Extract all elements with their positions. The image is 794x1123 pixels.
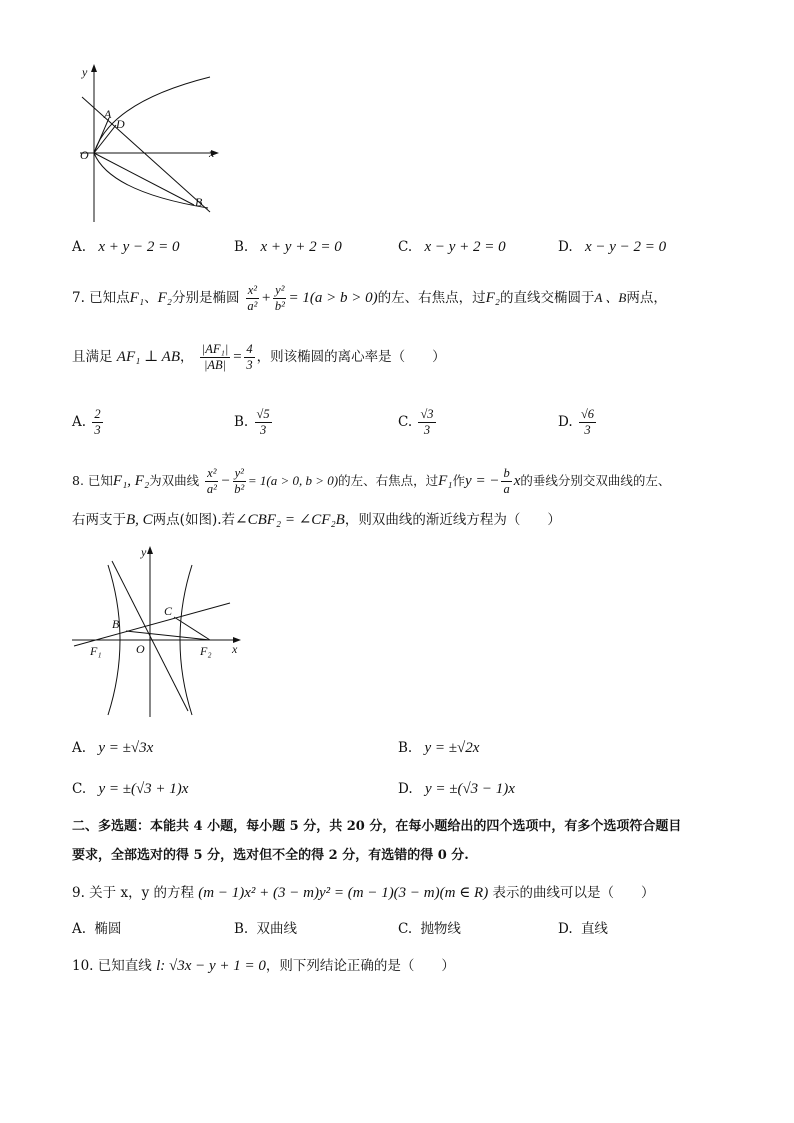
q8-text: 作 (452, 473, 466, 488)
segment-ob (94, 153, 194, 205)
option-text: 双曲线 (256, 921, 298, 937)
q7-option-b (234, 407, 274, 438)
q8-f1: F₁ (438, 473, 453, 489)
q8-text: 右两支于 (72, 512, 126, 528)
q7-ratio-value (244, 342, 254, 373)
label-c: C (164, 604, 173, 618)
q8-bc: B, C (126, 512, 153, 528)
label-b: B (112, 617, 120, 631)
label-x: x (232, 642, 238, 656)
q6-option-c (398, 237, 506, 257)
q7-frac-y (273, 283, 286, 314)
q7-text: 且满足 (72, 349, 113, 365)
option-letter: A. (72, 239, 87, 255)
q8-text: 8. 已知 (72, 473, 113, 488)
label-o: O (136, 642, 145, 656)
frac-num: √3 (420, 407, 434, 421)
frac-num: b (503, 466, 510, 480)
label-b: B (195, 195, 203, 209)
option-letter: C. (398, 414, 413, 430)
option-letter: B. (234, 921, 249, 937)
q7-text: 的左、右焦点，过 (377, 290, 486, 306)
segment-od (94, 125, 116, 153)
q9-text: 9. 关于 x，y 的方程 (72, 885, 194, 901)
q7-ratio (200, 342, 231, 373)
q7-frac-x (246, 283, 259, 314)
frac-num: |AF₁| (201, 342, 229, 356)
option-letter: B. (234, 414, 249, 430)
frac-den: 3 (423, 423, 431, 437)
q6-option-d (558, 237, 666, 257)
q7-f2: F₂ (485, 290, 500, 306)
q7-perp: AF₁ ⊥ AB (116, 349, 180, 365)
frac-den: b² (234, 482, 245, 496)
frac-den: 3 (584, 423, 591, 437)
frac-num: √6 (580, 407, 595, 421)
label-f2: F₂ (200, 644, 212, 658)
q8-stem-line2 (72, 510, 561, 530)
q8-foci: F₁, F₂ (112, 473, 150, 489)
label-d: D (116, 117, 125, 131)
figure-hyperbola-diagram (70, 543, 250, 721)
q7-text: 分别是椭圆 (171, 290, 240, 306)
frac-num: x² (247, 283, 258, 297)
label-x: x (209, 146, 215, 160)
q8-eq: = 1(a > 0, b > 0) (247, 473, 339, 488)
line-ab (82, 97, 210, 212)
label-y: y (82, 65, 88, 79)
q6-option-b (234, 237, 342, 257)
label-a: A (104, 107, 112, 121)
q7-stem-line2 (72, 342, 446, 373)
option-expr: y = ±√3x (98, 740, 154, 756)
option-letter: D. (558, 414, 573, 430)
option-text: 直线 (580, 921, 608, 937)
option-expr: y = ±√2x (424, 740, 480, 756)
option-frac (92, 407, 102, 438)
section2-line1: 二、多选题：本能共 4 小题，每小题 5 分，共 20 分，在每小题给出的四个选项中，有多个选项符合题目 (72, 819, 682, 834)
segment-oa (94, 118, 109, 153)
q7-option-c (398, 407, 438, 438)
q7-f2: F₂ (157, 290, 172, 306)
y-axis-arrow (91, 64, 97, 72)
q8-text: 的垂线分别交双曲线的左、 (520, 473, 671, 488)
q7-text: 的直线交椭圆于 (499, 290, 595, 306)
q6-option-a (72, 237, 180, 257)
option-text: 椭圆 (94, 921, 122, 937)
q8-text: 为双曲线 (149, 473, 200, 488)
q8-frac-y (233, 466, 246, 497)
option-letter: A. (72, 414, 87, 430)
q7-eq: = 1(a > b > 0) (288, 290, 378, 306)
frac-num: √5 (256, 407, 270, 421)
frac-den: 3 (259, 423, 267, 437)
q7-text: 两点， (626, 290, 667, 306)
q9-text: 表示的曲线可以是（ ） (492, 885, 655, 901)
q7-sep: 、 (144, 290, 158, 306)
q9-stem (72, 883, 655, 903)
q7-eq: = (232, 349, 243, 365)
q7-option-d (558, 407, 598, 438)
option-expr: x − y + 2 = 0 (424, 239, 506, 255)
q8-text: 两点(如图).若 (152, 512, 235, 528)
section2-line2: 要求，全部选对的得 5 分，选对但不全的得 2 分，有选错的得 0 分. (72, 848, 469, 863)
q7-f1: F₁ (129, 290, 145, 306)
option-frac (255, 407, 272, 438)
label-y: y (141, 545, 147, 559)
q7-option-a (72, 407, 105, 438)
q8-stem-line1 (72, 466, 670, 497)
q9-option-a (72, 919, 121, 939)
figure-parabola-diagram (70, 62, 230, 227)
q8-line-eq: y = − (465, 473, 500, 489)
q8-option-b (398, 738, 479, 758)
q9-option-b (234, 919, 297, 939)
q7-comma: ， (180, 349, 194, 365)
q8-minus: − (220, 473, 231, 489)
q7-text: 7. 已知点 (72, 290, 130, 306)
parabola-curve (94, 77, 210, 208)
q10-equation: l: √3x − y + 1 = 0 (156, 958, 266, 974)
q7-plus: + (261, 290, 272, 306)
option-letter: C. (398, 921, 413, 937)
frac-num: x² (207, 466, 217, 480)
q8-angle: ∠CBF₂ = ∠CF₂B (235, 512, 345, 528)
frac-den: a (503, 482, 510, 496)
q8-option-c (72, 779, 188, 799)
frac-den: 3 (246, 358, 253, 372)
q8-x: x (513, 473, 521, 489)
q10-text: ，则下列结论正确的是（ ） (265, 958, 455, 974)
option-letter: B. (234, 239, 249, 255)
q8-text: 的左、右焦点，过 (338, 473, 439, 488)
q8-option-d (398, 779, 515, 799)
option-letter: C. (72, 781, 87, 797)
q9-equation: (m − 1)x² + (3 − m)y² = (m − 1)(3 − m)(m ∈ R) (198, 885, 489, 901)
option-expr: y = ±(√3 − 1)x (424, 781, 515, 797)
y-axis-arrow (147, 546, 153, 554)
option-letter: A. (72, 921, 87, 937)
q8-text: ，则双曲线的渐近线方程为（ ） (344, 512, 561, 528)
frac-num: y² (234, 466, 244, 480)
q8-frac-ba (501, 466, 511, 497)
frac-num: y² (275, 283, 285, 297)
option-frac (418, 407, 435, 438)
frac-num: 2 (94, 407, 101, 421)
frac-num: 4 (246, 342, 253, 356)
q7-text: ，则该椭圆的离心率是（ ） (256, 349, 446, 365)
option-expr: x − y − 2 = 0 (584, 239, 667, 255)
label-f1: F₁ (90, 644, 102, 658)
q7-stem-line1 (72, 283, 667, 314)
option-expr: y = ±(√3 + 1)x (98, 781, 189, 797)
q8-option-a (72, 738, 153, 758)
q7-ab: A 、B (594, 290, 627, 305)
option-letter: D. (398, 781, 413, 797)
frac-den: b² (274, 299, 285, 313)
option-letter: C. (398, 239, 413, 255)
q10-stem (72, 956, 455, 976)
option-frac (579, 407, 596, 438)
frac-den: a² (247, 299, 258, 313)
option-letter: B. (398, 740, 413, 756)
frac-den: a² (206, 482, 217, 496)
label-o: O (80, 148, 89, 162)
option-letter: A. (72, 740, 87, 756)
frac-den: 3 (94, 423, 101, 437)
frac-den: |AB| (203, 358, 227, 372)
q9-option-d (558, 919, 608, 939)
q9-option-c (398, 919, 461, 939)
option-expr: x + y + 2 = 0 (260, 239, 342, 255)
option-expr: x + y − 2 = 0 (98, 239, 180, 255)
q8-frac-x (205, 466, 218, 497)
option-text: 抛物线 (420, 921, 461, 937)
option-letter: D. (558, 921, 573, 937)
option-letter: D. (558, 239, 573, 255)
q10-text: 10. 已知直线 (72, 958, 152, 974)
